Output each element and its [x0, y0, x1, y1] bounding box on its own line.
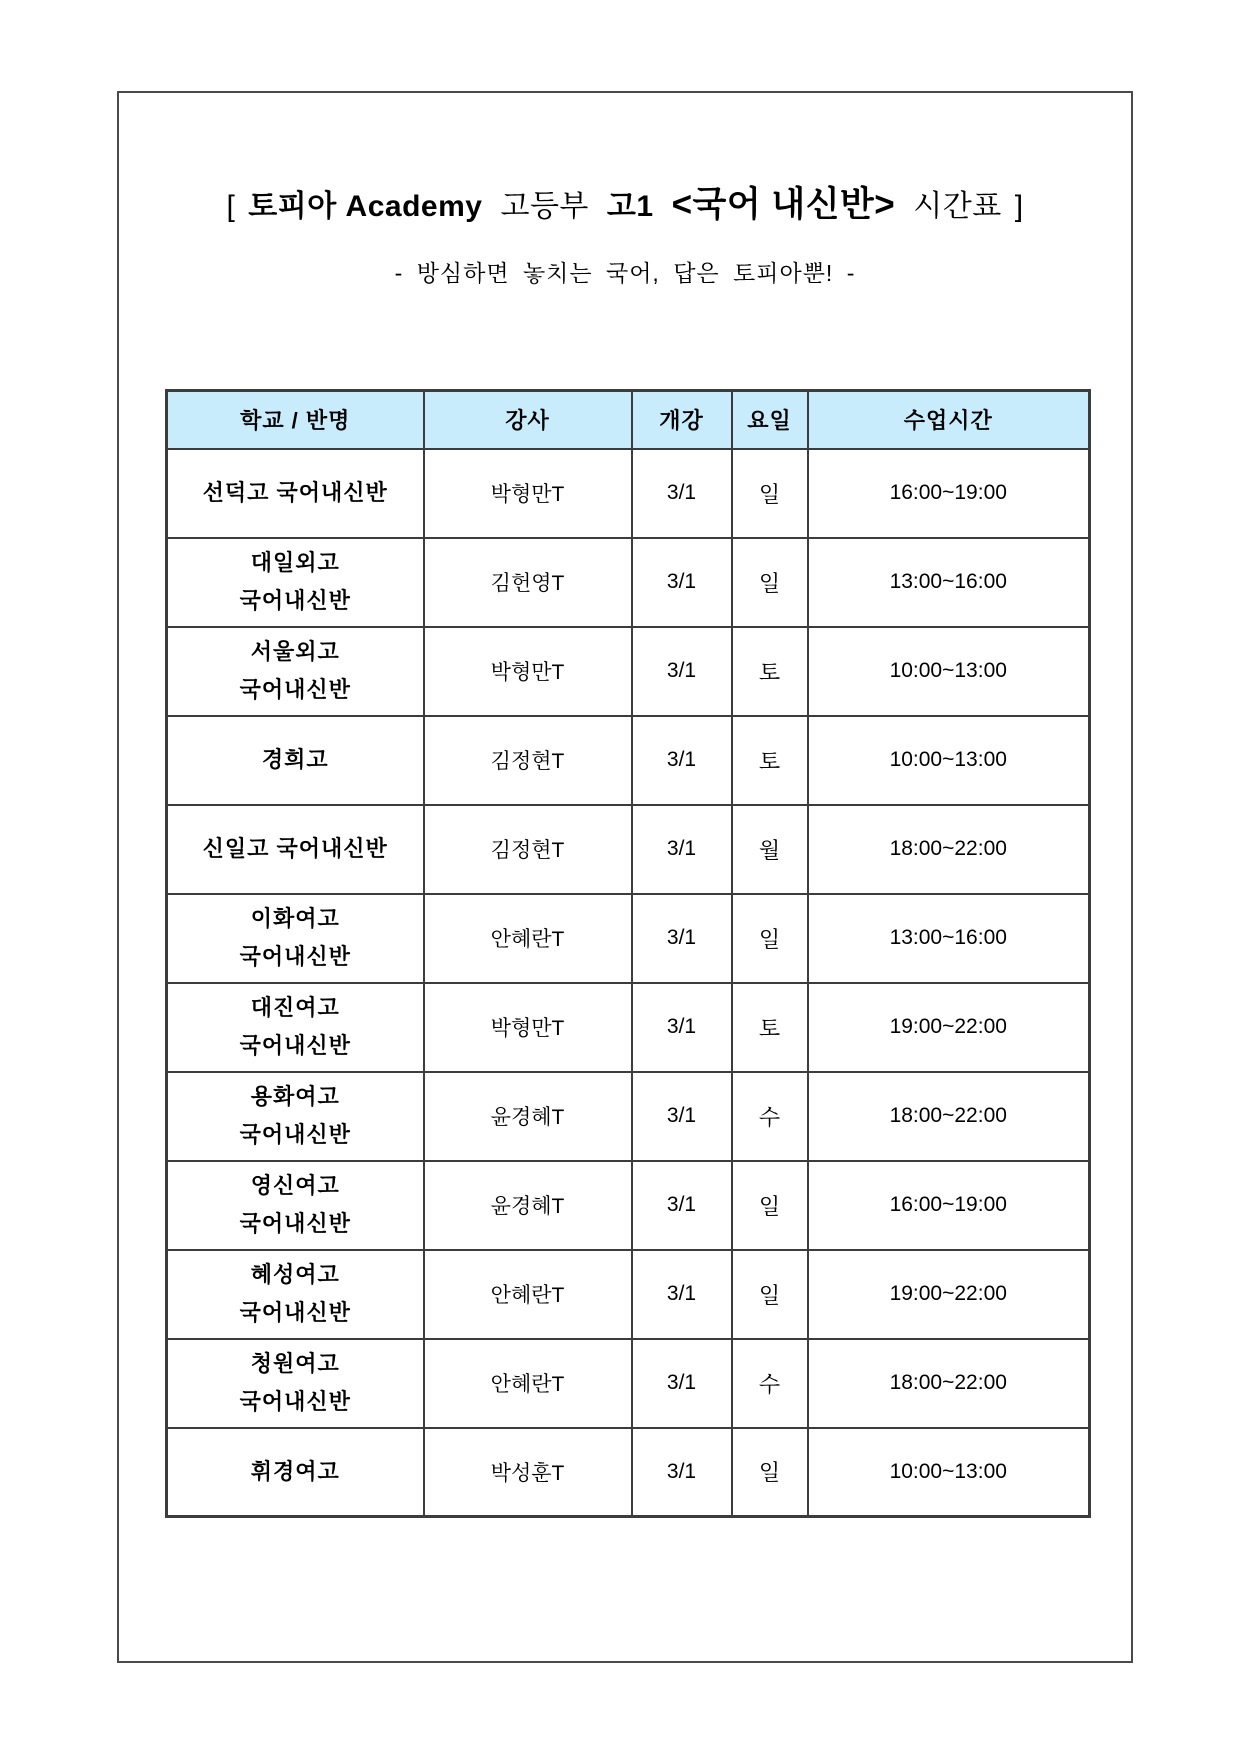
day-cell: 일: [732, 1428, 808, 1517]
school-line: 국어내신반: [239, 944, 351, 969]
class-time-cell: 19:00~22:00: [808, 983, 1090, 1072]
teacher-cell: 김헌영T: [424, 538, 632, 627]
title-segment: <국어 내신반>: [671, 185, 896, 224]
school-line: 국어내신반: [239, 1389, 351, 1414]
teacher-cell: 안혜란T: [424, 894, 632, 983]
start-date-cell: 3/1: [632, 894, 732, 983]
teacher-cell: 박성훈T: [424, 1428, 632, 1517]
column-header: 요일: [732, 391, 808, 449]
school-line: 국어내신반: [239, 1211, 351, 1236]
day-cell: 토: [732, 716, 808, 805]
table-row: [167, 449, 1090, 538]
teacher-cell: 안혜란T: [424, 1339, 632, 1428]
start-date-cell: 3/1: [632, 983, 732, 1072]
column-header: 학교 / 반명: [167, 391, 424, 449]
school-line: 선덕고 국어내신반: [202, 480, 388, 505]
school-line: 청원여고: [250, 1351, 340, 1376]
start-date-cell: 3/1: [632, 449, 732, 538]
school-line: 국어내신반: [239, 1300, 351, 1325]
class-time-cell: 18:00~22:00: [808, 1072, 1090, 1161]
school-class-cell: [167, 1161, 424, 1250]
start-date-cell: 3/1: [632, 1250, 732, 1339]
class-time-cell: 10:00~13:00: [808, 1428, 1090, 1517]
school-class-cell: [167, 1250, 424, 1339]
class-time-cell: 10:00~13:00: [808, 716, 1090, 805]
title-segment: 시간표: [913, 190, 1002, 223]
school-line: 경희고: [261, 747, 329, 772]
start-date-cell: 3/1: [632, 1072, 732, 1161]
table-row: [167, 1250, 1090, 1339]
start-date-cell: 3/1: [632, 805, 732, 894]
school-line: 국어내신반: [239, 677, 351, 702]
class-time-cell: 16:00~19:00: [808, 1161, 1090, 1250]
teacher-cell: 박형만T: [424, 449, 632, 538]
school-line: 휘경여고: [250, 1458, 340, 1484]
title-segment: 고등부: [500, 190, 589, 223]
start-date-cell: 3/1: [632, 627, 732, 716]
day-cell: 수: [732, 1072, 808, 1161]
class-time-cell: 18:00~22:00: [808, 1339, 1090, 1428]
teacher-cell: 안혜란T: [424, 1250, 632, 1339]
class-time-cell: 16:00~19:00: [808, 449, 1090, 538]
day-cell: 일: [732, 1250, 808, 1339]
page-title: [119, 183, 1131, 229]
day-cell: 토: [732, 983, 808, 1072]
school-class-cell: [167, 716, 424, 805]
table-row: [167, 1428, 1090, 1517]
teacher-cell: 박형만T: [424, 627, 632, 716]
start-date-cell: 3/1: [632, 1339, 732, 1428]
school-line: 국어내신반: [239, 588, 351, 613]
school-class-cell: [167, 1428, 424, 1517]
school-line: 국어내신반: [239, 1033, 351, 1058]
start-date-cell: 3/1: [632, 538, 732, 627]
school-line: 용화여고: [250, 1084, 340, 1109]
column-header: 수업시간: [808, 391, 1090, 449]
column-header: 개강: [632, 391, 732, 449]
title-segment: [: [226, 190, 236, 223]
school-class-cell: [167, 1072, 424, 1161]
class-time-cell: 19:00~22:00: [808, 1250, 1090, 1339]
teacher-cell: 윤경혜T: [424, 1161, 632, 1250]
table-row: [167, 894, 1090, 983]
table-row: [167, 538, 1090, 627]
day-cell: 일: [732, 894, 808, 983]
school-class-cell: [167, 805, 424, 894]
table-row: [167, 805, 1090, 894]
class-time-cell: 18:00~22:00: [808, 805, 1090, 894]
title-segment: 토피아 Academy: [248, 190, 483, 223]
title-segment: ]: [1014, 190, 1024, 223]
page-border: [117, 91, 1133, 1663]
school-class-cell: [167, 449, 424, 538]
teacher-cell: 윤경혜T: [424, 1072, 632, 1161]
table-row: [167, 716, 1090, 805]
school-line: 혜성여고: [250, 1262, 340, 1287]
start-date-cell: 3/1: [632, 716, 732, 805]
schedule-table: [165, 389, 1091, 1518]
title-segment: 고1: [606, 190, 654, 223]
column-header: 강사: [424, 391, 632, 449]
header-row: [167, 391, 1090, 449]
teacher-cell: 김정현T: [424, 805, 632, 894]
start-date-cell: 3/1: [632, 1428, 732, 1517]
day-cell: 일: [732, 538, 808, 627]
school-class-cell: [167, 983, 424, 1072]
table-row: [167, 983, 1090, 1072]
day-cell: 일: [732, 449, 808, 538]
school-class-cell: [167, 627, 424, 716]
class-time-cell: 13:00~16:00: [808, 894, 1090, 983]
table-row: [167, 1339, 1090, 1428]
teacher-cell: 박형만T: [424, 983, 632, 1072]
school-class-cell: [167, 1339, 424, 1428]
table-row: [167, 627, 1090, 716]
school-line: 대진여고: [250, 995, 340, 1020]
table-row: [167, 1161, 1090, 1250]
school-line: 이화여고: [250, 906, 340, 931]
day-cell: 월: [732, 805, 808, 894]
table-row: [167, 1072, 1090, 1161]
teacher-cell: 김정현T: [424, 716, 632, 805]
day-cell: 토: [732, 627, 808, 716]
school-class-cell: [167, 538, 424, 627]
school-line: 대일외고: [250, 550, 340, 575]
school-line: 국어내신반: [239, 1122, 351, 1147]
page-subtitle: - 방심하면 놓치는 국어, 답은 토피아뿐! -: [394, 260, 856, 286]
class-time-cell: 13:00~16:00: [808, 538, 1090, 627]
school-line: 영신여고: [250, 1173, 340, 1198]
day-cell: 수: [732, 1339, 808, 1428]
day-cell: 일: [732, 1161, 808, 1250]
school-line: 서울외고: [250, 639, 340, 664]
start-date-cell: 3/1: [632, 1161, 732, 1250]
school-line: 신일고 국어내신반: [202, 836, 388, 861]
class-time-cell: 10:00~13:00: [808, 627, 1090, 716]
school-class-cell: [167, 894, 424, 983]
